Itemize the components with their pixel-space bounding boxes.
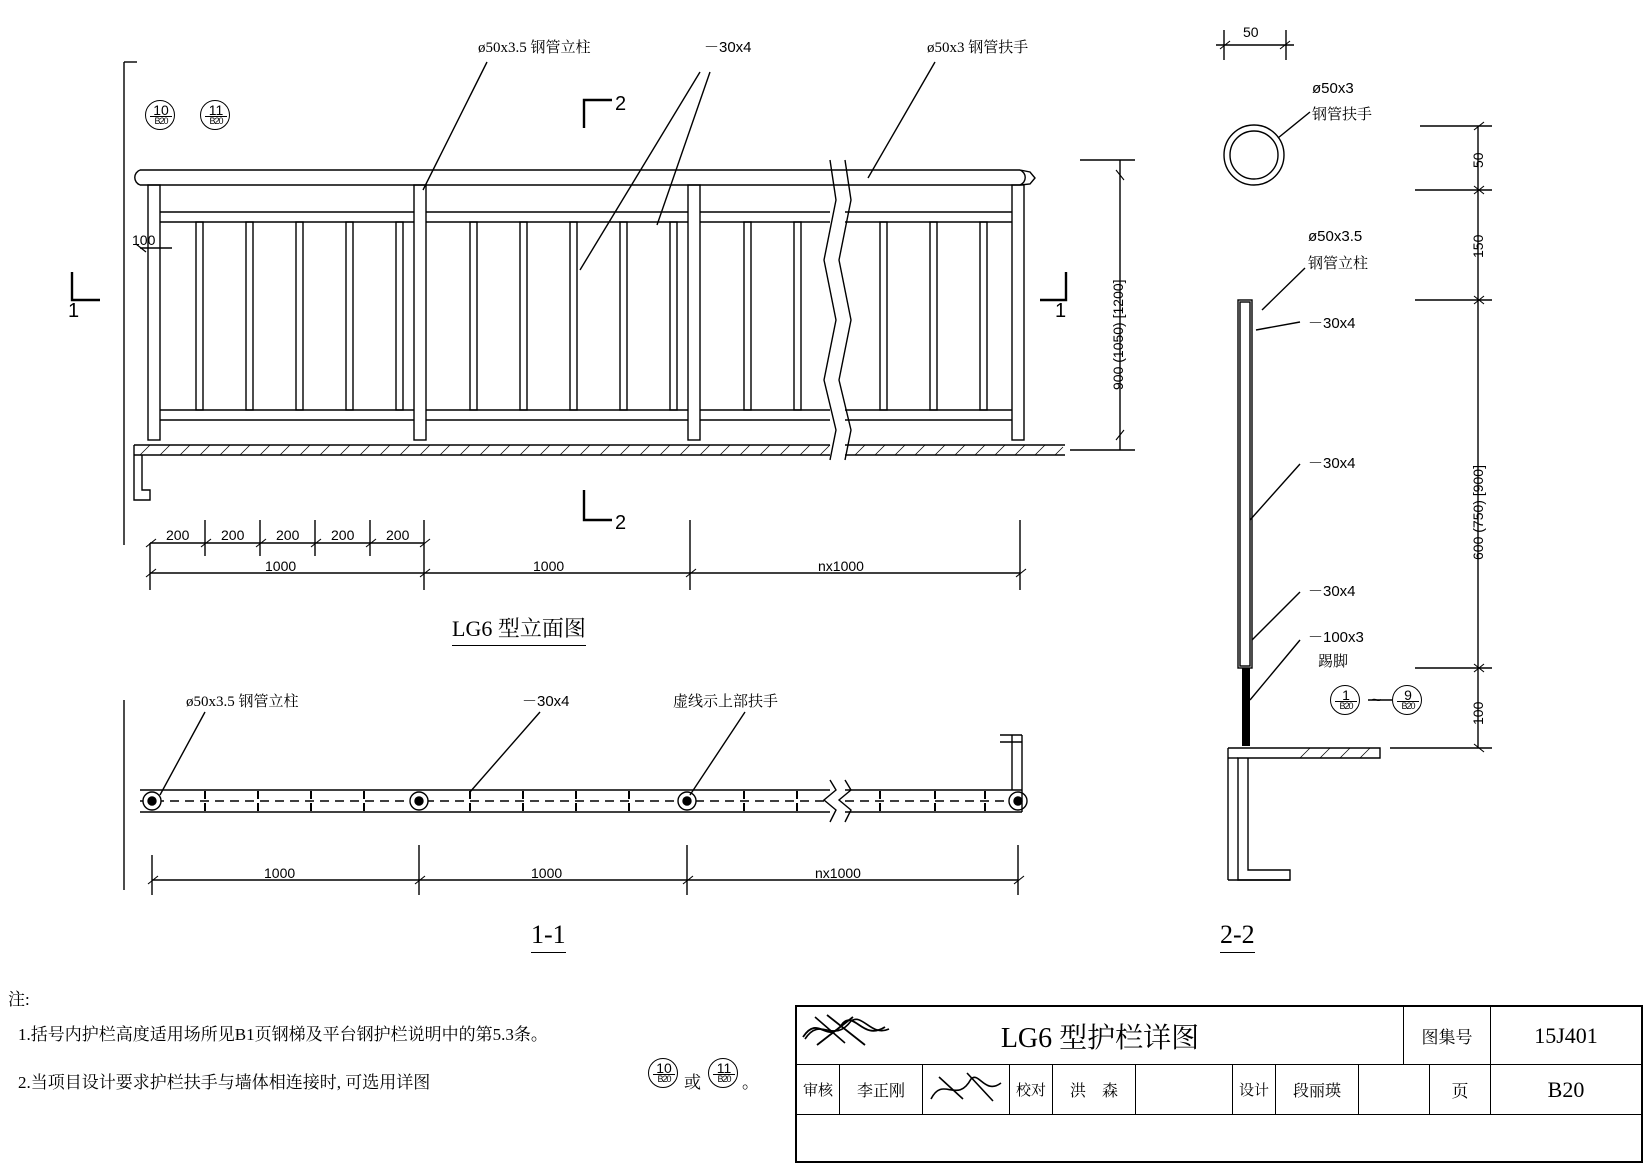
callout-bar-top-section: －30x4 — [1308, 315, 1356, 332]
detail-bubble-10[interactable] — [145, 100, 175, 130]
callout-bar-low-section: －30x4 — [1308, 583, 1356, 600]
note-item-2: 2.当项目设计要求护栏扶手与墙体相连接时, 可选用详图 — [18, 1073, 431, 1092]
elevation-title: LG6 型立面图 — [452, 612, 586, 646]
bubble-den: B20 — [209, 116, 223, 126]
titleblock-role-校对: 校对 — [1010, 1065, 1053, 1114]
callout-dashed-handrail-plan: 虚线示上部扶手 — [673, 694, 779, 710]
bubble-den: B20 — [1401, 701, 1415, 711]
section-mark-bottom-2: 2 — [615, 512, 627, 534]
bubble-den: B20 — [657, 1074, 671, 1084]
callout-flatbar-elevation: －30x4 — [704, 39, 752, 56]
callout-handrail-size-section: ø50x3 — [1312, 80, 1354, 97]
bubble-den: B20 — [717, 1074, 731, 1084]
dim-200-3: 200 — [276, 527, 300, 543]
bubble-num: 11 — [208, 102, 224, 118]
callout-toe-bar-section: －100x3 — [1308, 629, 1364, 646]
section-mark-top-2: 2 — [615, 93, 627, 115]
section-dim-600: 600 (750) [900] — [1470, 465, 1486, 560]
plan-title: 1-1 — [531, 920, 566, 953]
plan-dim-bay3: nx1000 — [815, 865, 861, 881]
section-bubble-9[interactable] — [1392, 685, 1422, 715]
callout-post-plan: ø50x3.5 钢管立柱 — [186, 694, 299, 710]
titleblock-name-审核: 李正刚 — [840, 1065, 923, 1114]
callout-handrail-elevation: ø50x3 钢管扶手 — [927, 40, 1029, 56]
notes-header: 注: — [8, 990, 30, 1009]
callout-flatbar-plan: －30x4 — [522, 693, 570, 710]
dim-bay1: 1000 — [265, 558, 297, 574]
titleblock-role-设计: 设计 — [1233, 1065, 1276, 1114]
note-bubble-11[interactable] — [708, 1058, 738, 1088]
titleblock-signature-设计 — [1359, 1065, 1430, 1114]
callout-post-elevation: ø50x3.5 钢管立柱 — [478, 40, 591, 56]
dim-200-1: 200 — [166, 527, 190, 543]
section-mark-left-1: 1 — [68, 300, 80, 322]
callout-post-size-section: ø50x3.5 — [1308, 228, 1363, 245]
dim-bay3: nx1000 — [818, 558, 864, 574]
section-dim-150: 150 — [1470, 234, 1486, 258]
dim-200-2: 200 — [221, 527, 245, 543]
bubble-separator: ~ — [1371, 690, 1382, 710]
callout-handrail-name-section: 钢管扶手 — [1312, 107, 1373, 123]
bubble-num: 10 — [656, 1060, 672, 1076]
dim-200-5: 200 — [386, 527, 410, 543]
dim-bay2: 1000 — [533, 558, 565, 574]
bubble-num: 10 — [153, 102, 169, 118]
dim-height: 900 (1050) [1200] — [1110, 279, 1126, 390]
dim-200-4: 200 — [331, 527, 355, 543]
titleblock-title: LG6 型护栏详图 — [797, 1007, 1404, 1064]
bubble-num: 1 — [1342, 687, 1350, 703]
plan-dim-bay1: 1000 — [264, 865, 296, 881]
titleblock-name-校对: 洪 森 — [1053, 1065, 1136, 1114]
titleblock-role-审核: 审核 — [797, 1065, 840, 1114]
bubble-den: B20 — [1339, 701, 1353, 711]
section-dim-top-width: 50 — [1243, 24, 1259, 40]
title-block — [795, 1005, 1643, 1163]
section-bubble-1[interactable] — [1330, 685, 1360, 715]
note-item-1: 1.括号内护栏高度适用场所见B1页钢梯及平台钢护栏说明中的第5.3条。 — [18, 1025, 548, 1044]
detail-bubble-11[interactable] — [200, 100, 230, 130]
bubble-num: 9 — [1404, 687, 1412, 703]
titleblock-atlas-value: 15J401 — [1534, 1022, 1598, 1048]
titleblock-page-label: 页 — [1430, 1065, 1491, 1114]
section-dim-50: 50 — [1470, 152, 1486, 168]
dim-toe-100: 100 — [132, 232, 156, 248]
titleblock-atlas-label: 图集号 — [1404, 1007, 1491, 1064]
bubble-den: B20 — [154, 116, 168, 126]
plan-dim-bay2: 1000 — [531, 865, 563, 881]
section-title: 2-2 — [1220, 920, 1255, 953]
bubble-num: 11 — [716, 1060, 732, 1076]
titleblock-page-value: B20 — [1547, 1076, 1585, 1102]
titleblock-signature-校对 — [1136, 1065, 1233, 1114]
section-dim-100: 100 — [1470, 701, 1486, 725]
note-bubble-10[interactable] — [648, 1058, 678, 1088]
callout-post-name-section: 钢管立柱 — [1308, 256, 1369, 272]
note-item-2-mid: 或 — [684, 1073, 701, 1092]
titleblock-name-设计: 段丽瑛 — [1276, 1065, 1359, 1114]
section-mark-right-1: 1 — [1055, 300, 1067, 322]
titleblock-signature-审核 — [923, 1065, 1010, 1114]
note-item-2-end: 。 — [742, 1073, 759, 1092]
callout-toe-label-section: 踢脚 — [1318, 654, 1349, 670]
callout-bar-mid-section: －30x4 — [1308, 455, 1356, 472]
